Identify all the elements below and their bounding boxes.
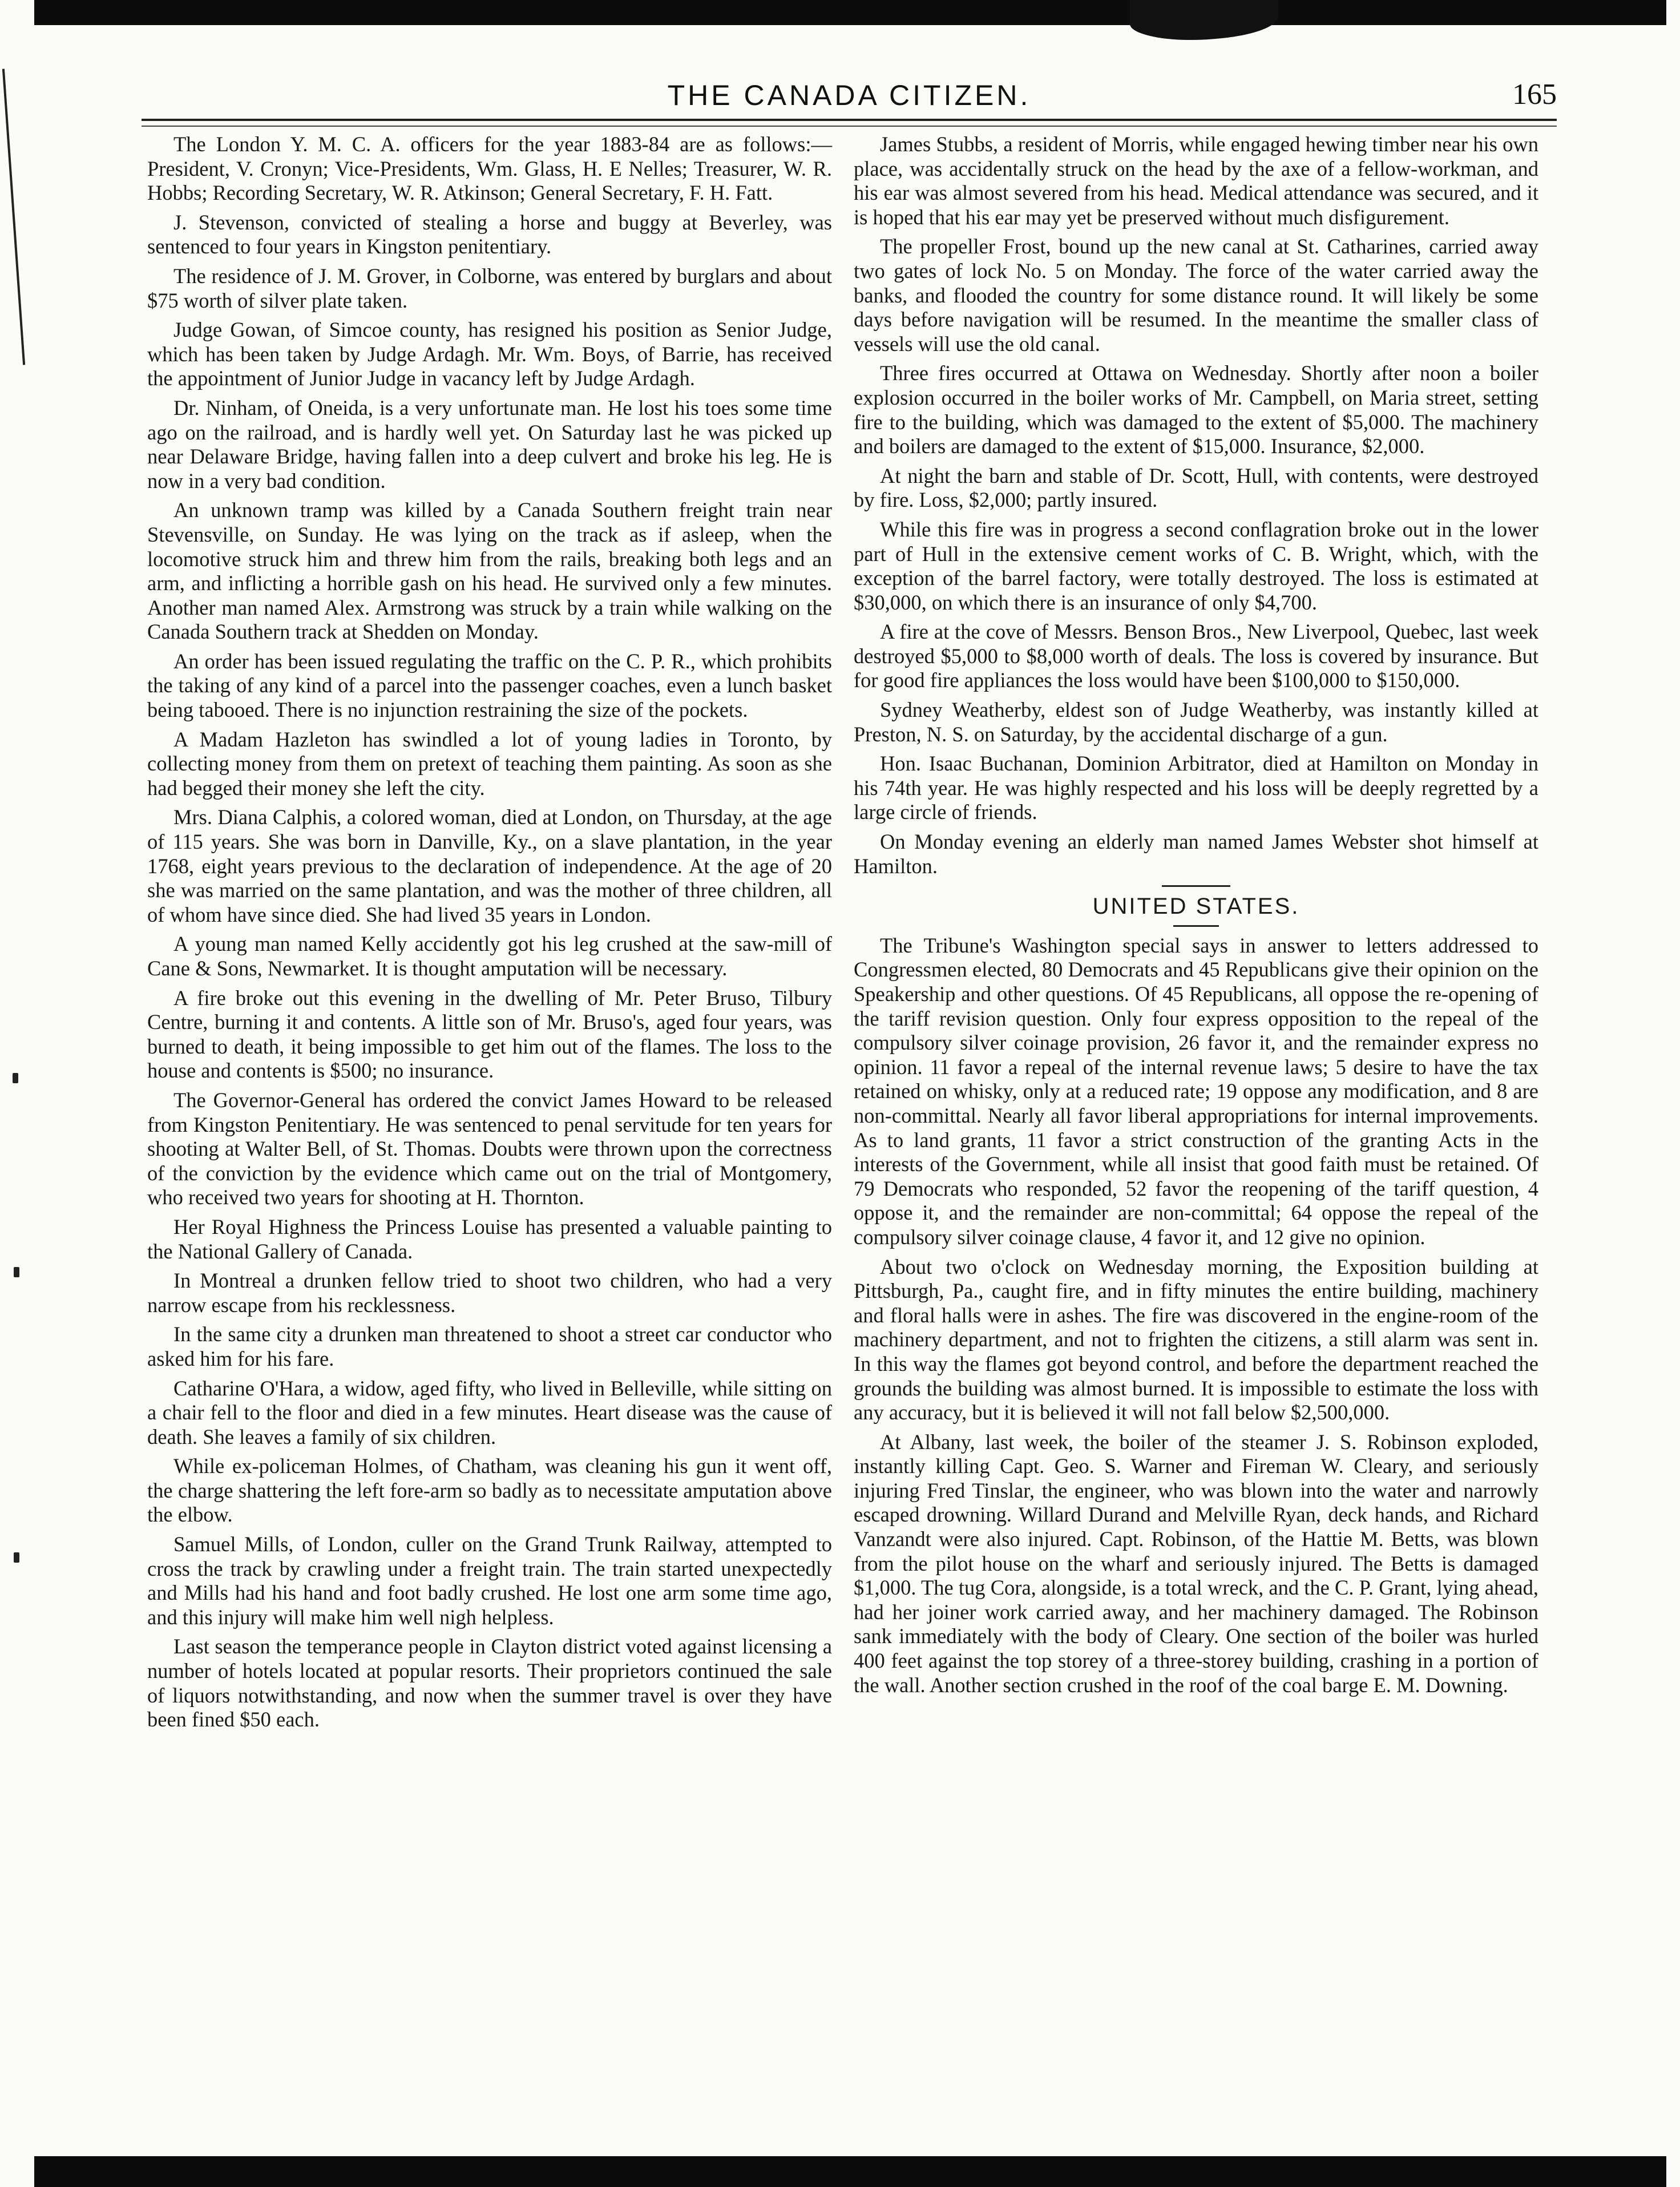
margin-mark [14, 1552, 19, 1563]
page-number: 165 [1512, 78, 1557, 111]
margin-mark [14, 1267, 19, 1277]
page-title: THE CANADA CITIZEN. [667, 79, 1031, 111]
margin-rule [2, 68, 25, 365]
article-paragraph: About two o'clock on Wednesday morning, the Exposition building at Pittsburgh, Pa., caught fire, and in fifty minutes the entire building, machinery and floral halls were in ashes. The fire was discovered in the engine-room of the machinery department, and not to frighten the citizens, a still alarm was sent in. In this way the flames got beyond control, and before the department reached the grounds the building was almost burned. It is impossible to estimate the loss with any accuracy, but it is believed it will not fall below $2,500,000. [854, 1254, 1538, 1425]
article-paragraph: The London Y. M. C. A. officers for the year 1883-84 are as follows:—President, V. Cronyn; Vice-Presidents, Wm. Glass, H. E Nelles; Treasurer, W. R. Hobbs; Recording Secretary, W. R. Atkinson; General Secretary, F. H. Fatt. [147, 132, 832, 205]
bottom-border-bar [34, 2156, 1666, 2187]
left-column [147, 132, 832, 1737]
article-paragraph: The propeller Frost, bound up the new canal at St. Catharines, carried away two gates of lock No. 5 on Monday. The force of the water carried away the banks, and flooded the country for some distance round. It will likely be some days before navigation will be resumed. In the meantime the smaller class of vessels will use the old canal. [854, 235, 1538, 356]
article-paragraph: While ex-policeman Holmes, of Chatham, was cleaning his gun it went off, the charge shattering the left fore-arm so badly as to necessitate amputation above the elbow. [147, 1454, 832, 1527]
article-paragraph: Catharine O'Hara, a widow, aged fifty, who lived in Belleville, while sitting on a chair fell to the floor and died in a few minutes. Heart disease was the cause of death. She leaves a family of six children. [147, 1376, 832, 1448]
article-paragraph: At Albany, last week, the boiler of the steamer J. S. Robinson exploded, instantly killing Capt. Geo. S. Warner and Fireman W. Cleary, and seriously injuring Fred Tinslar, the engineer, who was blown into the water and narrowly escaped drowning. Willard Durand and Melville Ryan, deck hands, and Richard Vanzandt were also injured. Capt. Robinson, of the Hattie M. Betts, was blown from the pilot house on the wharf and seriously injured. The Betts is damaged $1,000. The tug Cora, alongside, is a total wreck, and the C. P. Grant, lying ahead, had her joiner work carried away, and her machinery damaged. The Robinson sank immediately with the body of Cleary. One section of the boiler was hurled 400 feet against the top storey of a three-storey building, crashing in a portion of the wall. Another section crushed in the roof of the coal barge E. M. Downing. [854, 1430, 1538, 1697]
top-border-bar [34, 0, 1666, 25]
right-column [854, 132, 1538, 1702]
article-paragraph: Judge Gowan, of Simcoe county, has resigned his position as Senior Judge, which has been taken by Judge Ardagh. Mr. Wm. Boys, of Barrie, has received the appointment of Junior Judge in vacancy left by Judge Ardagh. [147, 318, 832, 390]
article-paragraph: While this fire was in progress a second conflagration broke out in the lower part of Hull in the extensive cement works of C. B. Wright, which, with the exception of the barrel factory, were totally destroyed. The loss is estimated at $30,000, on which there is an insurance of only $4,700. [854, 517, 1538, 614]
article-paragraph: A Madam Hazleton has swindled a lot of young ladies in Toronto, by collecting money from them on pretext of teaching them painting. As soon as she had begged their money she left the city. [147, 727, 832, 800]
article-paragraph: Samuel Mills, of London, culler on the Grand Trunk Railway, attempted to cross the track by crawling under a freight train. The train started unexpectedly and Mills had his hand and foot badly crushed. He lost one arm some time ago, and this injury will make him well nigh helpless. [147, 1532, 832, 1629]
article-paragraph: Last season the temperance people in Clayton district voted against licensing a number of hotels located at popular resorts. Their proprietors continued the sale of liquors notwithstanding, and now when the summer travel is over they have been fined $50 each. [147, 1635, 832, 1732]
article-paragraph: The Governor-General has ordered the convict James Howard to be released from Kingston Penitentiary. He was sentenced to penal servitude for ten years for shooting at Walter Bell, of St. Thomas. Doubts were thrown upon the correctness of the conviction by the evidence which came out on the trial of Montgomery, who received two years for shooting at H. Thornton. [147, 1088, 832, 1209]
article-paragraph: At night the barn and stable of Dr. Scott, Hull, with contents, were destroyed by fire. Loss, $2,000; partly insured. [854, 463, 1538, 512]
article-paragraph: Mrs. Diana Calphis, a colored woman, died at London, on Thursday, at the age of 115 years. She was born in Danville, Ky., on a slave plantation, in the year 1768, eight years previous to the declaration of independence. At the age of 20 she was married on the same plantation, and was the mother of three children, all of whom have since died. She had lived 35 years in London. [147, 805, 832, 926]
page-header [142, 73, 1557, 121]
article-paragraph: Sydney Weatherby, eldest son of Judge Weatherby, was instantly killed at Preston, N. S. on Saturday, by the accidental discharge of a gun. [854, 698, 1538, 746]
article-paragraph: In the same city a drunken man threatened to shoot a street car conductor who asked him for his fare. [147, 1322, 832, 1370]
section-heading: UNITED STATES. [854, 894, 1538, 919]
article-paragraph: J. Stevenson, convicted of stealing a horse and buggy at Beverley, was sentenced to four years in Kingston penitentiary. [147, 210, 832, 259]
ink-blot [1130, 0, 1278, 40]
article-paragraph: Dr. Ninham, of Oneida, is a very unfortunate man. He lost his toes some time ago on the railroad, and is hardly well yet. On Saturday last he was picked up near Delaware Bridge, having fallen into a deep culvert and broke his leg. He is now in a very bad condition. [147, 396, 832, 493]
article-paragraph: An unknown tramp was killed by a Canada Southern freight train near Stevensville, on Sunday. He was lying on the track as if asleep, when the locomotive struck him and threw him from the rails, breaking both legs and an arm, and inflicting a horrible gash on his head. He survived only a few minutes. Another man named Alex. Armstrong was struck by a train while walking on the Canada Southern track at Shedden on Monday. [147, 498, 832, 644]
article-paragraph: James Stubbs, a resident of Morris, while engaged hewing timber near his own place, was accidentally struck on the head by the axe of a fellow-workman, and his ear was almost severed from his head. Medical attendance was secured, and it is hoped that his ear may yet be preserved without much disfigurement. [854, 132, 1538, 229]
article-paragraph: On Monday evening an elderly man named James Webster shot himself at Hamilton. [854, 830, 1538, 878]
article-paragraph: An order has been issued regulating the traffic on the C. P. R., which prohibits the taking of any kind of a parcel into the passenger coaches, even a lunch basket being tabooed. There is no injunction restraining the size of the pockets. [147, 649, 832, 722]
article-paragraph: Hon. Isaac Buchanan, Dominion Arbitrator, died at Hamilton on Monday in his 74th year. He was highly respected and his loss will be deeply regretted by a large circle of friends. [854, 752, 1538, 824]
article-paragraph: Her Royal Highness the Princess Louise has presented a valuable painting to the National Gallery of Canada. [147, 1214, 832, 1263]
article-paragraph: A young man named Kelly accidently got his leg crushed at the saw-mill of Cane & Sons, Newmarket. It is thought amputation will be necessary. [147, 932, 832, 980]
article-paragraph: In Montreal a drunken fellow tried to shoot two children, who had a very narrow escape from his recklessness. [147, 1269, 832, 1317]
article-paragraph: The residence of J. M. Grover, in Colborne, was entered by burglars and about $75 worth of silver plate taken. [147, 264, 832, 312]
article-paragraph: A fire broke out this evening in the dwelling of Mr. Peter Bruso, Tilbury Centre, burning it and contents. A little son of Mr. Bruso's, aged four years, was burned to death, it being impossible to get him out of the flames. The loss to the house and contents is $500; no insurance. [147, 986, 832, 1083]
article-paragraph: The Tribune's Washington special says in answer to letters addressed to Congressmen elected, 80 Democrats and 45 Republicans give their opinion on the Speakership and other questions. Of 45 Republicans, all oppose the re-opening of the tariff revision question. Only four express opposition to the repeal of the compulsory silver coinage provision, 26 favor it, and the remainder express no opinion. 11 favor a repeal of the internal revenue laws; 5 desire to have the tax retained on whisky, only at a reduced rate; 19 oppose any modification, and 8 are non-committal. Nearly all favor liberal appropriations for internal improvements. As to land grants, 11 favor a strict construction of the granting Acts in the interests of the Government, while all insist that good faith must be retained. Of 79 Democrats who responded, 52 favor the reopening of the tariff question, 4 oppose it, and the remainder are non-committal; 64 oppose the repeal of the compulsory silver coinage clause, 4 favor it, and 12 give no opinion. [854, 933, 1538, 1249]
article-paragraph: A fire at the cove of Messrs. Benson Bros., New Liverpool, Quebec, last week destroyed $5,000 to $8,000 worth of deals. The loss is covered by insurance. But for good fire appliances the loss would have been $100,000 to $150,000. [854, 620, 1538, 692]
article-paragraph: Three fires occurred at Ottawa on Wednesday. Shortly after noon a boiler explosion occurred in the boiler works of Mr. Campbell, on Maria street, setting fire to the building, which was damaged to the extent of $5,000. The machinery and boilers are damaged to the extent of $15,000. Insurance, $2,000. [854, 361, 1538, 458]
margin-mark [13, 1073, 18, 1083]
